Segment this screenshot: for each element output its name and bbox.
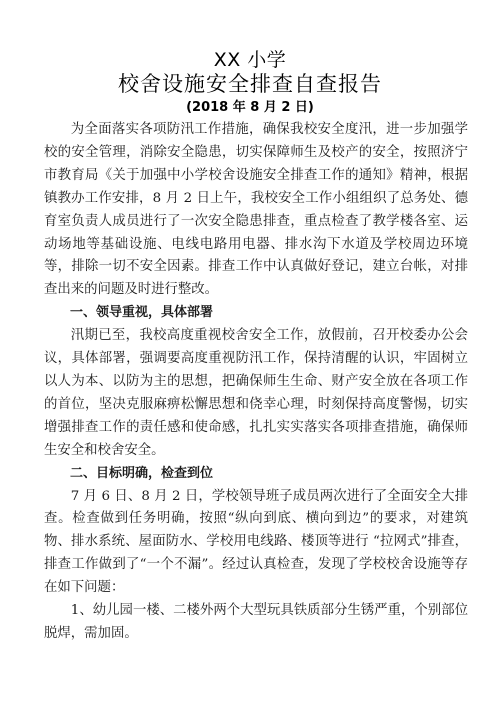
section-heading-inspection: 二、目标明确，检查到位: [70, 465, 214, 481]
leadership-paragraph: 汛期已至，我校高度重视校舍安全工作，放假前，召开校委办公会议，具体部署，强调要高度重视防汛工作，保持清醒的认识，牢固树立以人为本、以防为主的思想，把确保师生生命、财产安全放在各项工作的首位，坚决克服麻痹松懈思想和侥幸心理，时刻保持高度警惕，切实增强排查工作的责任感和使命感，扎扎实实落实各项排查措施，确保师生安全和校舍安全。: [44, 328, 468, 458]
report-date: (2018 年 8 月 2 日): [186, 100, 314, 115]
school-name-title: XX 小学: [213, 49, 287, 71]
inspection-paragraph: 7 月 6 日、8 月 2 日，学校领导班子成员两次进行了全面安全大排查。检查做到任务明确，按照“纵向到底、横向到边”的要求，对建筑物、排水系统、屋面防水、学校用电线路、楼顶等进行 “拉网式”排查，排查工作做到了“一个不漏”。经过认真检查，发现了学校校舍设施等存在如下问题：: [44, 488, 468, 596]
intro-paragraph: 为全面落实各项防汛工作措施，确保我校安全度汛，进一步加强学校的安全管理，消除安全隐患，切实保障师生及校产的安全，按照济宁市教育局《关于加强中小学校舍设施安全排查工作的通知》精神，根据镇教办工作安排，8 月 2 日上午，我校安全工作小组组织了总务处、德育室负责人成员进行了一次安全隐患排查，重点检查了教学楼各室、运动场地等基础设施、电线电路用电器、排水沟下水道及学校周边环境等，排除一切不安全因素。排查工作中认真做好登记，建立台帐，对排查出来的问题及时进行整改。: [44, 122, 468, 298]
issue-item-1: 1、幼儿园一楼、二楼外两个大型玩具铁质部分生锈严重，个别部位脱焊，需加固。: [44, 603, 468, 641]
report-body: [44, 119, 468, 646]
report-title: 校舍设施安全排查自查报告: [118, 72, 382, 96]
section-heading-leadership: 一、领导重视，具体部署: [70, 305, 214, 321]
